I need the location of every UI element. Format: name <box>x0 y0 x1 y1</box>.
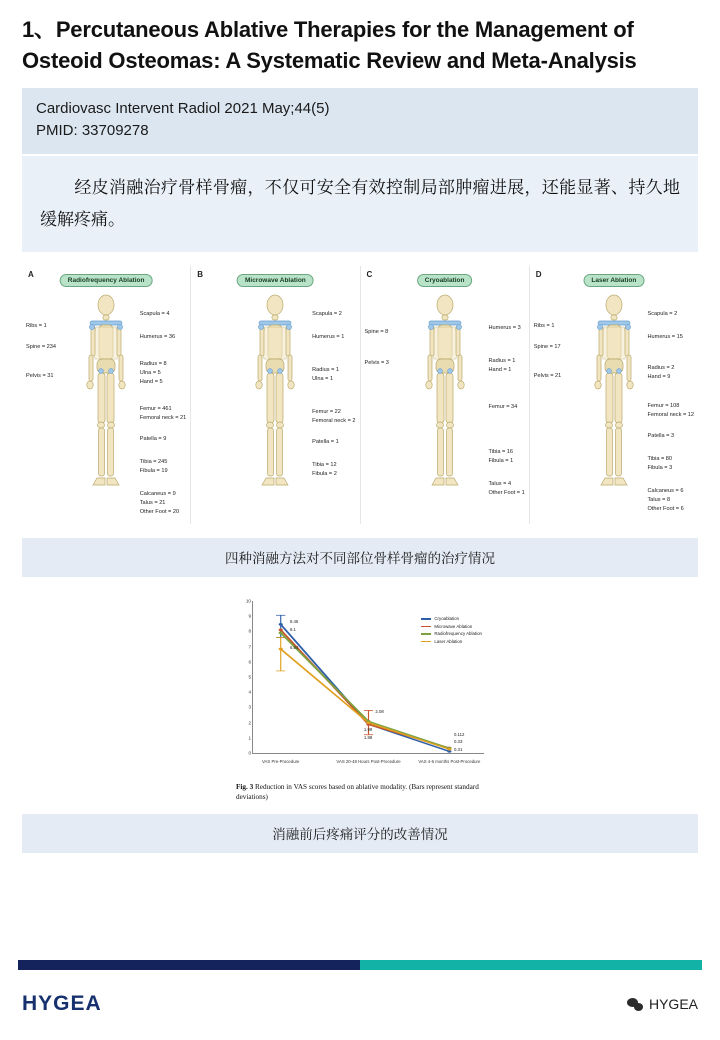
chart-ytick-0: 0 <box>248 750 251 756</box>
wechat-icon-bubble-small <box>634 1003 643 1011</box>
panel-tag-cryoablation: Cryoablation <box>417 274 473 287</box>
legend-swatch-microwave <box>421 626 431 628</box>
panel-a-right-labels: Scapula = 4 Humerus = 36 Radius = 8 Ulna = 5 Hand = 5 Femur = 461 Femoral neck = 21 Patella = 9 Tibia = 245 Fibula = 19 Calcaneus = 9 Talus = 21 Other Foot = 20 <box>139 311 187 515</box>
footer-color-bars <box>18 960 702 970</box>
chart-point-label-0: 8.46 <box>289 619 299 625</box>
chart-point-label-8: 0.31 <box>453 746 463 752</box>
figure2-source-caption <box>236 782 486 802</box>
footer-bar-navy <box>18 960 360 970</box>
chart-ytick-8: 8 <box>248 628 251 634</box>
chart-point-label-7: 0.33 <box>453 739 463 745</box>
panel-d-left-labels: Ribs = 1 Spine = 17 Pelvis = 21 <box>533 323 562 379</box>
panel-c-right-labels: Humerus = 3 Radius = 1 Hand = 1 Femur = 34 Tibia = 16 Fibula = 1 Talus = 4 Other Foot = 1 <box>488 325 525 496</box>
panel-letter-b: B <box>197 270 204 279</box>
chart-ytick-3: 3 <box>248 704 251 710</box>
skeleton-panel-b <box>191 266 360 524</box>
panel-tag-radiofrequency: Radiofrequency Ablation <box>60 274 153 287</box>
legend-item-cryoablation <box>421 615 482 623</box>
panel-tag-laser: Laser Ablation <box>583 274 644 287</box>
chart-legend <box>421 615 482 645</box>
skeleton-panel-d <box>530 266 698 524</box>
chart-ytick-6: 6 <box>248 659 251 665</box>
figure2-text: Reduction in VAS scores based on ablative modality. (Bars represent standard deviations) <box>236 783 479 801</box>
citation-block <box>22 88 698 154</box>
panel-a-left-labels: Ribs = 1 Spine = 234 Pelvis = 31 <box>26 323 57 379</box>
figure-vas-chart <box>230 595 490 802</box>
legend-item-radiofrequency <box>421 630 482 638</box>
panel-letter-c: C <box>366 270 373 279</box>
citation-journal: Cardiovasc Intervent Radiol 2021 May;44(5) <box>36 100 330 117</box>
chart-point-label-5: 1.88 <box>363 734 373 740</box>
skeleton-figure-d <box>587 292 641 502</box>
summary-block <box>22 156 698 252</box>
panel-letter-d: D <box>535 270 542 279</box>
chart-plot-area <box>245 598 484 764</box>
chart-point-label-1: 8.1 <box>289 626 296 632</box>
citation-pmid: PMID: 33709278 <box>36 122 149 139</box>
chart-ytick-10: 10 <box>245 598 251 604</box>
chart-point-label-4: 1.99 <box>363 727 373 733</box>
legend-swatch-radiofrequency <box>421 633 431 635</box>
wechat-account <box>627 996 698 1012</box>
chart-ytick-1: 1 <box>248 735 251 741</box>
figure-skeleton-panels <box>22 266 698 524</box>
skeleton-panel-a <box>22 266 191 524</box>
footer-bar-teal <box>360 960 702 970</box>
figure2-label: Fig. 3 <box>236 783 254 791</box>
skeleton-figure-b <box>248 292 302 502</box>
page-title: 1、Percutaneous Ablative Therapies for the Management of Osteoid Osteomas: A Systematic Review and Meta-Analysis <box>22 17 637 73</box>
summary-text: 经皮消融治疗骨样骨瘤，不仅可安全有效控制局部肿瘤进展，还能显著、持久地缓解疼痛。 <box>40 178 680 229</box>
panel-c-left-labels: Spine = 8 Pelvis = 3 <box>364 329 389 366</box>
figure1-caption: 四种消融方法对不同部位骨样骨瘤的治疗情况 <box>22 538 698 577</box>
footer <box>0 970 720 1040</box>
legend-item-microwave <box>421 623 482 631</box>
skeleton-figure-c <box>418 292 472 502</box>
wechat-icon <box>627 998 643 1011</box>
skeleton-panel-c <box>361 266 530 524</box>
chart-point-label-3: 2.08 <box>375 708 384 714</box>
chart-point-label-6: 0.112 <box>453 731 465 737</box>
legend-swatch-cryoablation <box>421 618 431 620</box>
chart-point-label-2: 6.84 <box>289 645 299 651</box>
panel-d-right-labels: Scapula = 2 Humerus = 15 Radius = 2 Hand = 9 Femur = 108 Femoral neck = 12 Patella = 3 Tibia = 80 Fibula = 3 Calcaneus = 6 Talus = 8 Other Foot = 6 <box>647 311 694 512</box>
chart-ytick-9: 9 <box>248 613 251 619</box>
legend-swatch-laser <box>421 641 431 643</box>
legend-label-laser: Laser Ablation <box>434 638 463 644</box>
panel-tag-microwave: Microwave Ablation <box>237 274 314 287</box>
chart-xtick-1: VAS 20-48 Hours Post-Procedure <box>336 759 401 764</box>
chart-xtick-2: VAS 4-6 months Post-Procedure <box>418 759 481 764</box>
wechat-account-label: HYGEA <box>648 996 698 1012</box>
legend-label-microwave: Microwave Ablation <box>434 623 473 629</box>
chart-ytick-2: 2 <box>248 720 251 726</box>
brand-logo: HYGEA <box>22 992 102 1015</box>
chart-ytick-4: 4 <box>248 689 251 695</box>
chart-ytick-5: 5 <box>248 674 251 680</box>
chart-ytick-7: 7 <box>248 644 251 650</box>
panel-b-right-labels: Scapula = 2 Humerus = 1 Radius = 1 Ulna = 1 Femur = 22 Femoral neck = 2 Patella = 1 Tibia = 12 Fibula = 2 <box>312 311 356 477</box>
chart-box <box>230 595 490 780</box>
panel-letter-a: A <box>28 270 34 279</box>
legend-item-laser <box>421 638 482 646</box>
legend-label-radiofrequency: Radiofrequency Ablation <box>434 631 482 636</box>
legend-label-cryoablation: Cryoablation <box>434 616 460 621</box>
skeleton-figure-a <box>79 292 133 502</box>
figure2-caption: 消融前后疼痛评分的改善情况 <box>22 814 698 853</box>
chart-xtick-0: VAS Pre-Procedure <box>262 759 300 764</box>
